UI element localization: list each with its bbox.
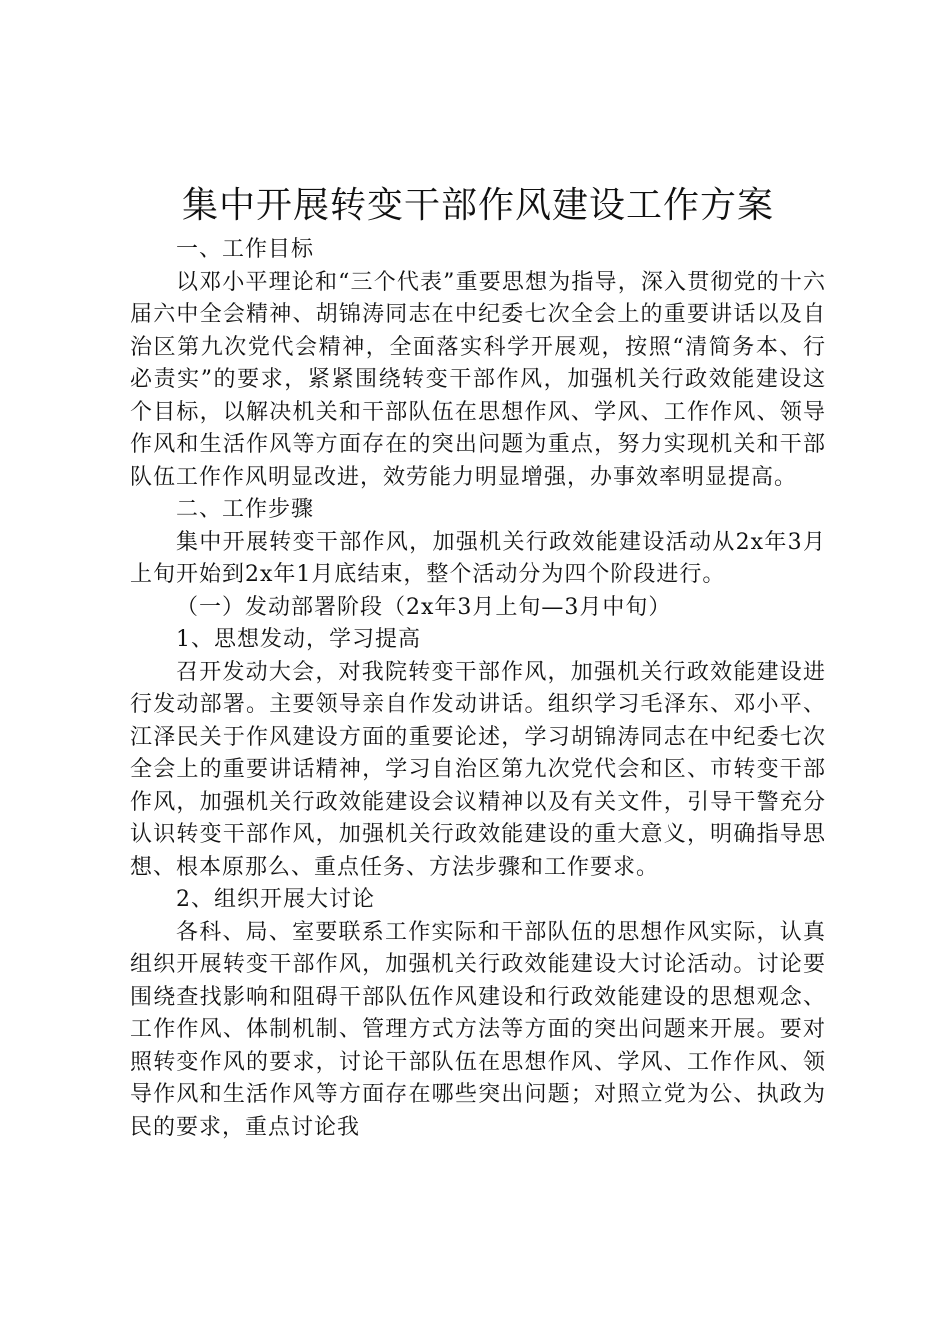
section-heading-goals: 一、工作目标 (176, 237, 315, 262)
document-title: 集中开展转变干部作风建设工作方案 (181, 185, 774, 226)
item-heading-2: 2、组织开展大讨论 (176, 887, 375, 912)
subsection-heading-phase-1: （一）发动部署阶段（2x年3月上旬—3月中旬） (176, 594, 672, 620)
paragraph-steps-intro: 集中开展转变干部作风，加强机关行政效能建设活动从2x年3月上旬开始到2x年1月底结束，整个活动分为四个阶段进行。 (130, 529, 826, 587)
item-heading-1: 1、思想发动，学习提高 (176, 627, 421, 652)
document-page (130, 178, 826, 1144)
paragraph-goals: 以邓小平理论和“三个代表”重要思想为指导，深入贯彻党的十六届六中全会精神、胡锦涛同志在中纪委七次全会上的重要讲话以及自治区第九次党代会精神，全面落实科学开展观，按照“清简务本、行必责实”的要求，紧紧围绕转变干部作风，加强机关行政效能建设这个目标，以解决机关和干部队伍在思想作风、学风、工作作风、领导作风和生活作风等方面存在的突出问题为重点，努力实现机关和干部队伍工作作风明显改进，效劳能力明显增强，办事效率明显提高。 (130, 269, 826, 490)
paragraph-item-2: 各科、局、室要联系工作实际和干部队伍的思想作风实际，认真组织开展转变干部作风，加强机关行政效能建设大讨论活动。讨论要围绕查找影响和阻碍干部队伍作风建设和行政效能建设的思想观念、工作作风、体制机制、管理方式方法等方面的突出问题来开展。要对照转变作风的要求，讨论干部队伍在思想作风、学风、工作作风、领导作风和生活作风等方面存在哪些突出问题；对照立党为公、执政为民的要求，重点讨论我 (130, 919, 826, 1140)
section-heading-steps: 二、工作步骤 (176, 497, 315, 522)
document-body (130, 234, 826, 1144)
paragraph-item-1: 召开发动大会，对我院转变干部作风，加强机关行政效能建设进行发动部署。主要领导亲自作发动讲话。组织学习毛泽东、邓小平、江泽民关于作风建设方面的重要论述，学习胡锦涛同志在中纪委七次全会上的重要讲话精神，学习自治区第九次党代会和区、市转变干部作风，加强机关行政效能建设会议精神以及有关文件，引导干警充分认识转变干部作风，加强机关行政效能建设的重大意义，明确指导思想、根本原那么、重点任务、方法步骤和工作要求。 (130, 659, 826, 880)
